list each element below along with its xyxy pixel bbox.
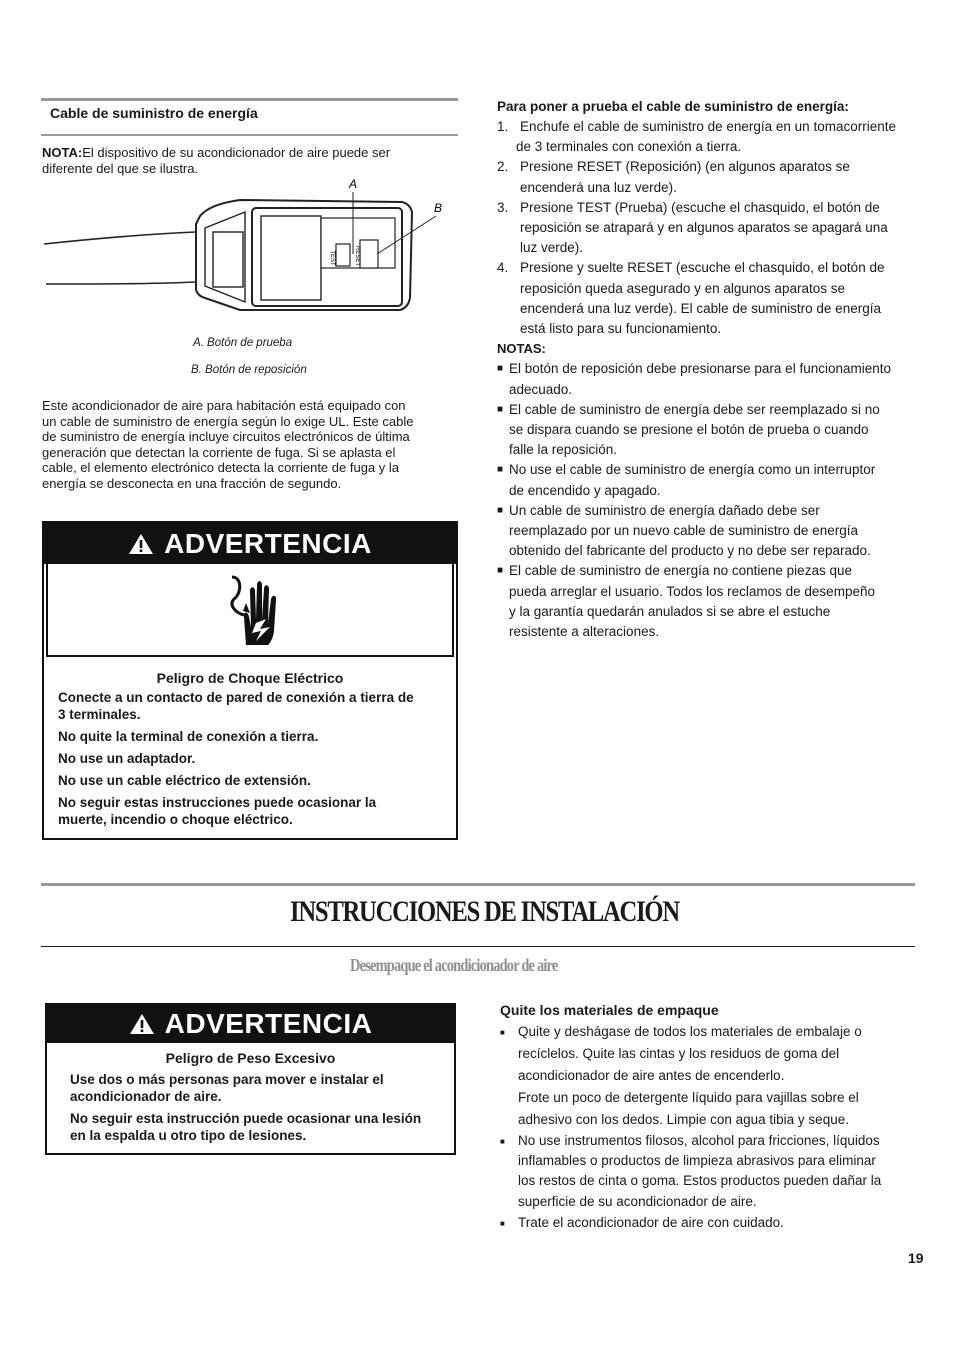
note-item: ■ Un cable de suministro de energía dañado debe ser reemplazado por un nuevo cable de suministro de energía obtenido del fabricante del producto y no debe ser reparado. (497, 501, 917, 562)
warning-line: Conecte a un contacto de pared de conexión a tierra de 3 terminales. (58, 690, 414, 722)
test-label: TEST (329, 250, 335, 266)
warning-heading: ADVERTENCIA (164, 1008, 373, 1039)
install-top-rule (41, 883, 915, 886)
note-item: ■ El cable de suministro de energía debe ser reemplazado si no se dispara cuando se presione el botón de prueba o cuando falle la reposición. (497, 400, 917, 461)
packing-item: ■ Trate el acondicionador de aire con cuidado. (500, 1212, 915, 1235)
note-item: ■ El cable de suministro de energía no contiene piezas que pueda arreglar el usuario. Todos los reclamos de desempeño y la garantía quedarán anulados si se abre el estuche resistente a alteraciones. (497, 561, 917, 642)
warning-heading: ADVERTENCIA (164, 527, 372, 559)
test-steps (497, 117, 917, 642)
install-title-rule (41, 946, 915, 947)
step-2: 2. Presione RESET (Reposición) (en algunos aparatos se encenderá una luz verde). (497, 159, 850, 195)
caption-b: B. Botón de reposición (191, 364, 307, 376)
install-subtitle: Desempaque el acondicionador de aire (350, 955, 558, 975)
warning-line: No quite la terminal de conexión a tierra. (58, 729, 319, 744)
warning-line: No use un adaptador. (58, 751, 196, 766)
packing-item: ■ Quite y deshágase de todos los materiales de embalaje o recíclelos. Quite las cintas y los residuos de goma del acondicionador de aire antes de encenderlo. Frote un poco de detergente líquido para vajillas sobre el adhesivo con los dedos. Limpie con agua tibia y seque. (500, 1021, 915, 1131)
warning-header (44, 523, 456, 564)
figure-label-a: A (349, 177, 358, 191)
warning-line: No seguir esta instrucción puede ocasionar una lesión en la espalda u otro tipo de lesiones. (70, 1111, 422, 1143)
nota-text: El dispositivo de su acondicionador de aire puede ser diferente del que se ilustra. (42, 145, 391, 176)
bullet-square-icon: ■ (497, 403, 504, 415)
note-item: ■ El botón de reposición debe presionarse para el funcionamiento adecuado. (497, 359, 917, 399)
cord-paragraph: Este acondicionador de aire para habitación está equipado con un cable de suministro de energía según lo exige UL. Este cable de suministro de energía incluye circuitos electrónicos de última generación que detectan la corriente de fuga. Si se aplasta el cable, el elemento electrónico detecta la corriente de fuga y la energía se desconecta en una fracción de segundo. (42, 398, 414, 491)
figure-label-b: B (434, 201, 443, 215)
caption-a: A. Botón de prueba (193, 337, 293, 349)
warning-lines (70, 1071, 450, 1144)
bullet-square-icon: ■ (497, 464, 504, 476)
electric-shock-hand-icon (226, 573, 282, 649)
bullet-square-icon: ■ (500, 1028, 505, 1037)
packing-title: Quite los materiales de empaque (500, 1002, 719, 1018)
note-item: ■ No use el cable de suministro de energía como un interruptor de encendido y apagado. (497, 460, 917, 500)
section-top-rule (41, 98, 458, 101)
warning-subtitle: Peligro de Peso Excesivo (165, 1050, 336, 1066)
warning-triangle-icon (128, 533, 154, 555)
section-title: Cable de suministro de energía (50, 105, 258, 121)
warning-icon-panel (46, 564, 454, 657)
nota-label: NOTA: (42, 145, 83, 160)
install-title: INSTRUCCIONES DE INSTALACIÓN (290, 895, 679, 928)
bullet-square-icon: ■ (500, 1218, 505, 1228)
step-1: 1. Enchufe el cable de suministro de energía en un tomacorriente de 3 terminales con conexión a tierra. (497, 119, 896, 155)
bullet-square-icon: ■ (497, 565, 504, 577)
section-bottom-rule (41, 134, 458, 136)
notas-label: NOTAS: (497, 341, 546, 357)
warning-line: No seguir estas instrucciones puede ocasionar la muerte, incendio o choque eléctrico. (58, 795, 377, 827)
page-number: 19 (908, 1250, 924, 1266)
bullet-square-icon: ■ (500, 1137, 505, 1146)
warning-box-electric (42, 521, 458, 840)
step-3: 3. Presione TEST (Prueba) (escuche el chasquido, el botón de reposición se atrapará y en algunos aparatos se apagará una luz verde). (497, 199, 888, 256)
warning-triangle-icon (129, 1013, 155, 1035)
step-4: 4. Presione y suelte RESET (escuche el chasquido, el botón de reposición queda asegurado y en algunos aparatos se encenderá una luz verde). El cable de suministro de energía está listo para su funcionamiento. (497, 260, 885, 337)
power-cord-figure (40, 172, 460, 317)
warning-header (47, 1005, 454, 1043)
bullet-square-icon: ■ (497, 504, 504, 516)
test-procedure-title: Para poner a prueba el cable de suministro de energía: (497, 99, 849, 114)
warning-lines (58, 689, 448, 828)
warning-line: No use un cable eléctrico de extensión. (58, 773, 311, 788)
warning-box-weight (45, 1003, 456, 1155)
packing-item: ■ No use instrumentos filosos, alcohol para fricciones, líquidos inflamables o productos de limpieza abrasivos para eliminar los restos de cinta o goma. Estos productos pueden dañar la superficie de su acondicionador de aire. (500, 1131, 915, 1212)
reset-label: RESET (354, 245, 360, 267)
bullet-square-icon: ■ (497, 363, 504, 375)
packing-list (500, 1021, 915, 1235)
warning-line: Use dos o más personas para mover e instalar el acondicionador de aire. (70, 1072, 384, 1104)
warning-subtitle: Peligro de Choque Eléctrico (156, 670, 344, 686)
